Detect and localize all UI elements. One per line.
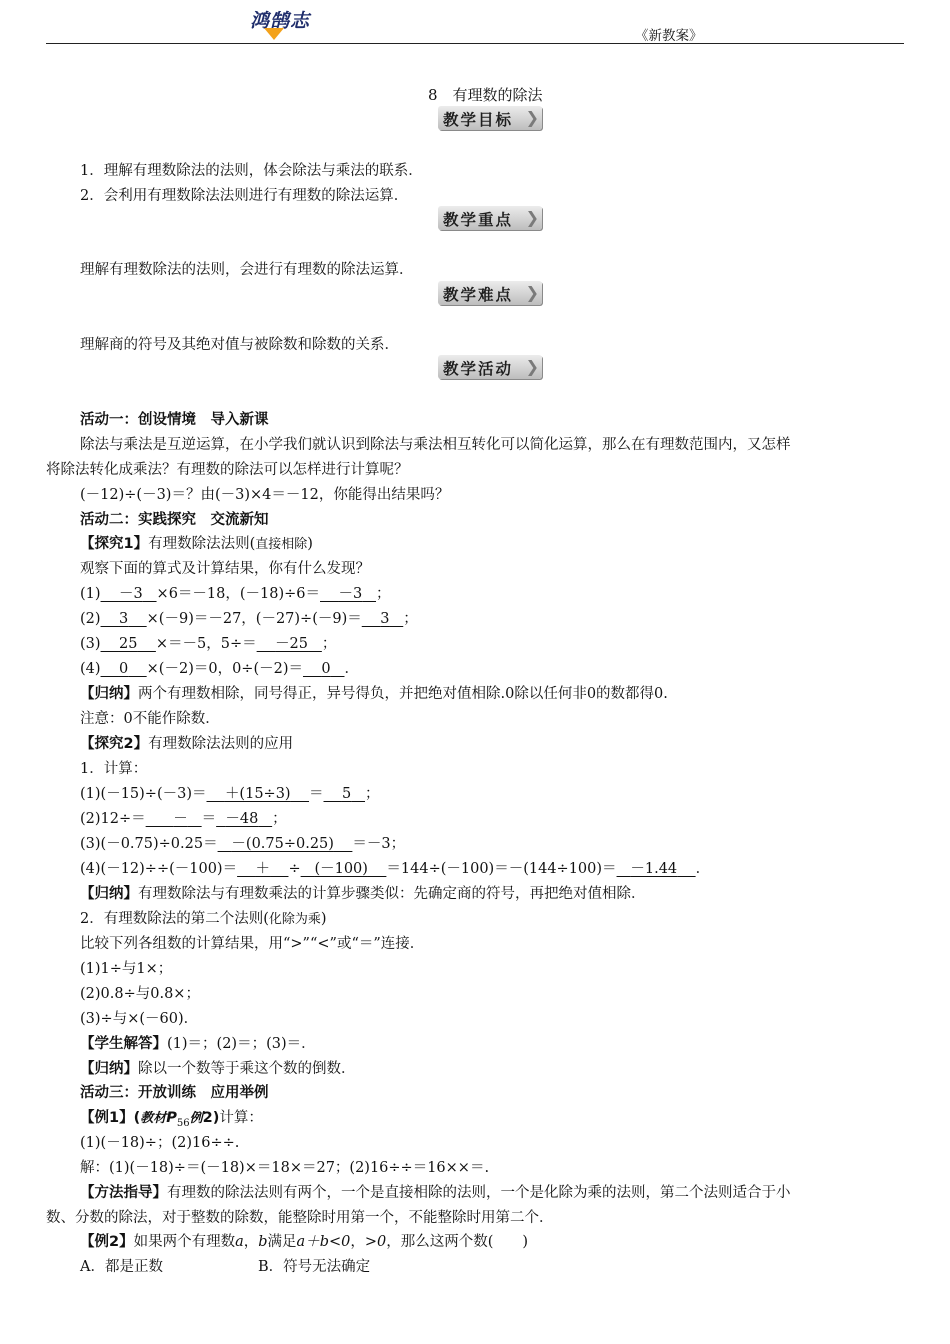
row-expression: ×(－9)＝－27，(－27)÷(－9)＝: [146, 611, 362, 627]
row-end: ；: [321, 636, 337, 652]
row-number: (1): [80, 586, 101, 602]
student-answer: [80, 1032, 316, 1053]
publisher-logo: [250, 6, 318, 40]
row-expression: ×＝－5，5÷＝: [155, 636, 257, 652]
explore2-title-text: 有理数除法法则的应用: [148, 736, 294, 752]
row-expression: ×(－2)＝0，0÷(－2)＝: [146, 661, 303, 677]
option-a: A．都是正数: [80, 1259, 163, 1275]
explore1-intro: 观察下面的算式及计算结果，你有什么发现？: [80, 561, 370, 577]
explore1-title-end: ): [307, 536, 313, 552]
q-text: 满足: [267, 1234, 297, 1250]
tag-label: 教学活动: [443, 360, 514, 378]
compare-item: (3)÷与×(－60)．: [80, 1011, 199, 1027]
answer-blank: [617, 861, 696, 877]
calc-expression: ＝: [309, 786, 324, 802]
header-rule: [46, 43, 904, 44]
explore1-title-sub: 直接相除: [255, 537, 308, 552]
source-example-number: 2: [202, 1110, 213, 1126]
answer-blank: [301, 861, 387, 877]
key-point-text: 理解有理数除法的法则，会进行有理数的除法运算．: [80, 262, 414, 278]
source-open: (: [133, 1110, 141, 1126]
source-page-number: 56: [176, 1117, 190, 1129]
example1-label: 【例1】: [80, 1110, 134, 1126]
tag-key-points: [438, 206, 542, 230]
sub2-text: 2．有理数除法的第二个法则(: [80, 911, 269, 927]
explore1-title-text: 有理数除法法则(: [148, 536, 256, 552]
activity3-heading: 活动三：开放训练 应用举例: [80, 1085, 269, 1101]
q-expr: >0: [364, 1234, 387, 1250]
q-text: 如果两个有理数: [133, 1234, 236, 1250]
header-book-title: 《新教案》: [635, 28, 703, 44]
tag-label: 教学重点: [443, 211, 514, 229]
explore1-row: [80, 607, 418, 628]
explore2-sub2: [80, 907, 327, 928]
answer-blank: [101, 586, 157, 602]
answer-value: －(0.75÷0.25): [231, 836, 334, 852]
calc-end: ．: [695, 861, 711, 877]
summary-text: 有理数除法与有理数乘法的计算步骤类似：先确定商的符号，再把绝对值相除．: [138, 886, 646, 902]
summary-text: 除以一个数等于乘这个数的倒数．: [138, 1061, 356, 1077]
answer-value: －1.44: [630, 861, 678, 877]
q-text: ，: [243, 1234, 259, 1250]
calc-end: ；: [365, 786, 380, 802]
source-textbook: 教材: [140, 1111, 167, 1126]
method-guide-line1: [80, 1181, 791, 1202]
method-text: 有理数的除法法则有两个，一个是直接相除的法则，一个是化除为乘的法则，第二个法则适合于小: [167, 1185, 791, 1201]
example1-problem: (1)(－18)÷；(2)16÷÷.: [80, 1135, 240, 1151]
q-expr: a＋b<0: [296, 1234, 351, 1250]
activity1-para-line1: 除法与乘法是互逆运算，在小学我们就认识到除法与乘法相互转化可以简化运算，那么在有理数范围内，又怎样: [80, 437, 791, 453]
answer-value: 5: [341, 786, 352, 802]
calc-end: ；: [272, 811, 287, 827]
chevron-right-icon: ❯: [525, 357, 539, 376]
example2-label: 【例2】: [80, 1234, 134, 1250]
answer-blank: [237, 861, 288, 877]
option-b: B．符号无法确定: [258, 1259, 371, 1275]
explore1-summary: [80, 682, 668, 703]
q-var: a: [235, 1234, 244, 1250]
row-number: (4): [80, 661, 101, 677]
answer-value: －48: [225, 811, 259, 827]
source-close: ): [212, 1110, 220, 1126]
answer-value: －25: [275, 636, 309, 652]
chevron-right-icon: ❯: [525, 283, 539, 302]
chevron-right-icon: ❯: [525, 108, 539, 127]
answer-blank: [101, 636, 156, 652]
answer-text: (1)＝；(2)＝；(3)＝．: [167, 1036, 316, 1052]
q-text: ，那么这两个数( ): [386, 1234, 529, 1250]
answer-blank: [303, 661, 345, 677]
tag-activities: [438, 355, 542, 379]
calc-expression: (1)(－15)÷(－3)＝: [80, 786, 207, 802]
summary-label: 【归纳】: [80, 1061, 138, 1077]
method-guide-line2: 数、分数的除法，对于整数的除数，能整除时用第一个，不能整除时用第二个．: [46, 1210, 554, 1226]
lesson-title: 8 有理数的除法: [428, 86, 543, 104]
answer-label: 【学生解答】: [80, 1036, 167, 1052]
example1-task: 计算：: [219, 1110, 263, 1126]
activity2-heading: 活动二：实践探究 交流新知: [80, 512, 269, 528]
calc-expression: ＝: [201, 811, 217, 827]
source-example: 例: [189, 1111, 203, 1126]
q-text: ，: [350, 1234, 365, 1250]
row-expression: ×6＝－18，(－18)÷6＝: [156, 586, 321, 602]
goal-item: 2．会利用有理数除法法则进行有理数的除法运算．: [80, 188, 409, 204]
difficulty-text: 理解商的符号及其绝对值与被除数和除数的关系．: [80, 337, 399, 353]
explore2-label: 【探究2】: [80, 736, 149, 752]
answer-blank: [218, 836, 353, 852]
q-var: b: [258, 1234, 268, 1250]
compare-item: (2)0.8÷与0.8×；: [80, 986, 200, 1002]
calc-row-4: [80, 857, 710, 878]
answer-blank: [101, 611, 147, 627]
explore2-summary: [80, 882, 646, 903]
row-end: ；: [376, 586, 391, 602]
activity1-question: (－12)÷(－3)＝？由(－3)×4＝－12，你能得出结果吗？: [80, 487, 450, 503]
explore2-title: [80, 732, 293, 753]
tag-label: 教学难点: [443, 286, 514, 304]
row-number: (2): [80, 611, 101, 627]
activity1-heading: 活动一：创设情境 导入新课: [80, 412, 269, 428]
answer-value: 3: [118, 611, 129, 627]
answer-value: －3: [338, 586, 363, 602]
method-label: 【方法指导】: [80, 1185, 167, 1201]
answer-blank: [324, 786, 366, 802]
answer-blank: [320, 586, 376, 602]
answer-value: ＋(15÷3): [224, 786, 291, 802]
calc-expression: ＝－3；: [352, 836, 406, 852]
example1-solution: 解：(1)(－18)÷＝(－18)×＝18×＝27；(2)16÷÷＝16××＝.: [80, 1160, 490, 1176]
explore2-sub1: 1．计算：: [80, 761, 148, 777]
summary-label: 【归纳】: [80, 686, 138, 702]
tag-label: 教学目标: [443, 111, 514, 129]
calc-row-1: [80, 782, 380, 803]
answer-value: 0: [321, 661, 331, 677]
tag-difficulties: [438, 281, 542, 305]
answer-value: 0: [118, 661, 129, 677]
calc-row-2: [80, 807, 287, 828]
answer-blank: [146, 811, 202, 827]
logo-text: 鸿鹄志: [250, 10, 311, 32]
source-page-letter: P: [166, 1110, 177, 1126]
summary-label: 【归纳】: [80, 886, 138, 902]
calc-expression: ＝144÷(－100)＝－(144÷100)＝: [386, 861, 617, 877]
answer-value: 25: [118, 636, 138, 652]
example2-question: [80, 1230, 528, 1251]
activity1-para-line2: 将除法转化成乘法？有理数的除法可以怎样进行计算呢？: [46, 462, 409, 478]
tag-teaching-goals: [438, 106, 542, 130]
answer-value: (－100): [314, 861, 368, 877]
answer-blank: [101, 661, 147, 677]
answer-value: 3: [380, 611, 390, 627]
answer-blank: [362, 611, 404, 627]
explore1-row: [80, 657, 359, 678]
sub2-end: ): [320, 911, 327, 927]
calc-expression: (3)(－0.75)÷0.25＝: [80, 836, 218, 852]
answer-value: ＋: [255, 861, 271, 877]
compare-item: (1)1÷与1×；: [80, 961, 173, 977]
example1-title: [80, 1106, 263, 1129]
sub2-small: 化除为乘: [268, 912, 321, 927]
explore2-summary2: [80, 1057, 356, 1078]
answer-blank: [257, 636, 322, 652]
calc-expression: ÷: [288, 861, 301, 877]
goal-item: 1．理解有理数除法的法则，体会除法与乘法的联系．: [80, 163, 423, 179]
calc-row-3: [80, 832, 405, 853]
chevron-right-icon: ❯: [525, 208, 539, 227]
explore1-row: [80, 582, 391, 603]
row-end: ；: [403, 611, 418, 627]
answer-value: －: [173, 811, 188, 827]
row-end: ．: [344, 661, 359, 677]
compare-instruction: 比较下列各组数的计算结果，用“>”“<”或“＝”连接．: [80, 936, 425, 952]
explore1-title: [80, 532, 313, 553]
explore1-label: 【探究1】: [80, 536, 149, 552]
answer-blank: [216, 811, 272, 827]
calc-expression: (2)12÷＝: [80, 811, 146, 827]
explore1-note: 注意：0不能作除数．: [80, 711, 220, 727]
summary-text: 两个有理数相除，同号得正，异号得负，并把绝对值相除.0除以任何非0的数都得0.: [138, 686, 668, 702]
answer-blank: [207, 786, 310, 802]
explore1-row: [80, 632, 336, 653]
row-number: (3): [80, 636, 101, 652]
calc-expression: (4)(－12)÷÷(－100)＝: [80, 861, 238, 877]
answer-value: －3: [118, 586, 143, 602]
logo-check-mark: [264, 28, 284, 40]
